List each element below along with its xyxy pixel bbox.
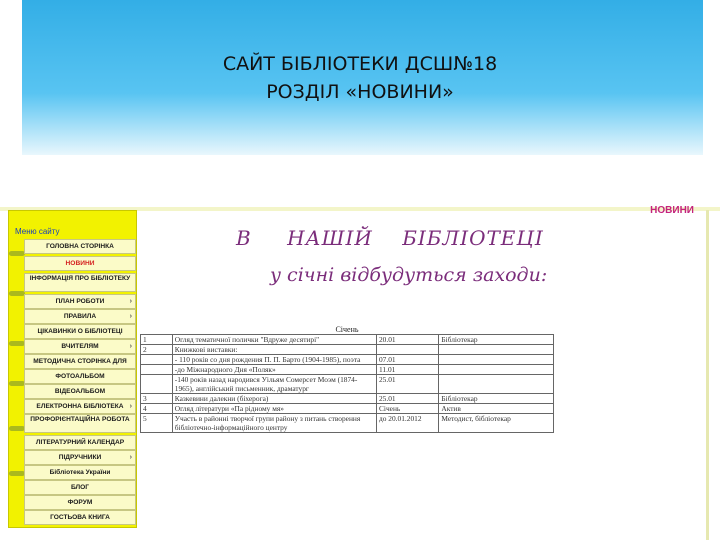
menu-item-forum[interactable] bbox=[24, 495, 136, 510]
menu-caption: Меню сайту bbox=[15, 227, 60, 236]
menu-item-label: БЛОГ bbox=[70, 484, 90, 491]
date-cell: 25.01 bbox=[376, 394, 438, 404]
table-row bbox=[141, 345, 554, 355]
menu-item-label: ФОТОАЛЬБОМ bbox=[55, 373, 105, 380]
table-row bbox=[141, 375, 554, 394]
date-cell: Січень bbox=[376, 404, 438, 414]
event-cell: Книжкові виставки: bbox=[172, 345, 376, 355]
responsible-cell: Актив bbox=[439, 404, 554, 414]
menu-item-career-guidance[interactable] bbox=[24, 414, 136, 433]
date-cell bbox=[376, 345, 438, 355]
responsible-cell bbox=[439, 345, 554, 355]
table-row bbox=[141, 404, 554, 414]
row-number: 5 bbox=[141, 414, 173, 433]
menu-item-video-album[interactable] bbox=[24, 384, 136, 399]
row-number bbox=[141, 365, 173, 375]
menu-item-methodical[interactable] bbox=[24, 354, 136, 369]
menu-item-e-library[interactable] bbox=[24, 399, 136, 414]
menu-item-library-info[interactable] bbox=[24, 273, 136, 292]
document-month: Січень bbox=[335, 325, 359, 334]
menu-item-photo-album[interactable] bbox=[24, 369, 136, 384]
menu-item-interesting[interactable] bbox=[24, 324, 136, 339]
table-row bbox=[141, 394, 554, 404]
event-cell: - 110 років со дня рождения П. П. Барто (1904-1985), поэта bbox=[172, 355, 376, 365]
menu-item-home[interactable] bbox=[24, 239, 136, 254]
announcement-heading bbox=[236, 226, 544, 250]
site-menu-sidebar bbox=[8, 210, 137, 528]
row-number bbox=[141, 375, 173, 394]
responsible-cell: Методист, бібліотекар bbox=[439, 414, 554, 433]
event-cell: -до Міжнародного Дня «Поляк» bbox=[172, 365, 376, 375]
table-row bbox=[141, 414, 554, 433]
menu-item-news[interactable] bbox=[24, 256, 136, 271]
row-number bbox=[141, 355, 173, 365]
menu-item-label: ПЛАН РОБОТИ bbox=[55, 298, 105, 305]
responsible-cell: Бібліотекар bbox=[439, 394, 554, 404]
chevron-right-icon: › bbox=[129, 454, 132, 461]
menu-item-label: ФОРУМ bbox=[67, 499, 93, 506]
date-cell: 25.01 bbox=[376, 375, 438, 394]
menu-item-teachers[interactable] bbox=[24, 339, 136, 354]
decor-stripe bbox=[9, 291, 25, 296]
menu-item-label: ЦІКАВИНКИ О БІБЛІОТЕЦІ bbox=[37, 328, 123, 335]
menu-item-label: ЛІТЕРАТУРНИЙ КАЛЕНДАР bbox=[35, 439, 125, 446]
responsible-cell bbox=[439, 355, 554, 365]
screenshot-right-border bbox=[706, 210, 709, 540]
menu-item-blog[interactable] bbox=[24, 480, 136, 495]
date-cell: до 20.01.2012 bbox=[376, 414, 438, 433]
heading-word: В bbox=[236, 226, 252, 250]
menu-item-label: МЕТОДИЧНА СТОРІНКА ДЛЯ bbox=[33, 358, 127, 365]
heading-word: БІБЛІОТЕЦІ bbox=[402, 226, 544, 250]
row-number: 4 bbox=[141, 404, 173, 414]
responsible-cell: Бібліотекар bbox=[439, 335, 554, 345]
menu-item-rules[interactable] bbox=[24, 309, 136, 324]
menu-item-label: ГОЛОВНА СТОРІНКА bbox=[46, 243, 114, 250]
decor-stripe bbox=[9, 471, 25, 476]
menu-item-label: ВІДЕОАЛЬБОМ bbox=[54, 388, 106, 395]
slide-title bbox=[0, 50, 720, 106]
menu-item-label: ГОСТЬОВА КНИГА bbox=[50, 514, 110, 521]
row-number: 2 bbox=[141, 345, 173, 355]
event-cell: Участь в районні творчої групи району з питань створення бібліотечно-інформаційного центру bbox=[172, 414, 376, 433]
event-cell: Огляд тематичної полички "Вдруже десятирі" bbox=[172, 335, 376, 345]
section-badge: НОВИНИ bbox=[650, 205, 694, 216]
event-cell: Казкевини далекни (біхерога) bbox=[172, 394, 376, 404]
chevron-right-icon: › bbox=[129, 298, 132, 305]
menu-item-work-plan[interactable] bbox=[24, 294, 136, 309]
table-row bbox=[141, 335, 554, 345]
menu-item-literary-calendar[interactable] bbox=[24, 435, 136, 450]
announcement-subheading: у січні відбудуться заходи: bbox=[270, 264, 548, 286]
chevron-right-icon: › bbox=[129, 313, 132, 320]
menu-item-label: ПРОФОРІЄНТАЦІЙНА РОБОТА bbox=[30, 416, 130, 423]
menu-item-libraries-ukraine[interactable] bbox=[24, 465, 136, 480]
decor-stripe bbox=[9, 381, 25, 386]
chevron-right-icon: › bbox=[129, 403, 132, 410]
title-line-1: САЙТ БІБЛІОТЕКИ ДСШ№18 bbox=[222, 53, 498, 75]
date-cell: 11.01 bbox=[376, 365, 438, 375]
responsible-cell bbox=[439, 365, 554, 375]
decor-stripe bbox=[9, 426, 25, 431]
menu-item-textbooks[interactable] bbox=[24, 450, 136, 465]
menu-item-label: ІНФОРМАЦІЯ ПРО БІБЛІОТЕКУ bbox=[29, 275, 131, 282]
menu-item-label: НОВИНИ bbox=[65, 260, 95, 267]
events-document bbox=[140, 320, 554, 526]
menu-item-label: ЕЛЕКТРОННА БІБЛІОТЕКА bbox=[36, 403, 124, 410]
row-number: 1 bbox=[141, 335, 173, 345]
menu-item-guestbook[interactable] bbox=[24, 510, 136, 525]
date-cell: 07.01 bbox=[376, 355, 438, 365]
menu-item-label: ВЧИТЕЛЯМ bbox=[61, 343, 99, 350]
date-cell: 20.01 bbox=[376, 335, 438, 345]
decor-stripe bbox=[9, 341, 25, 346]
menu-item-label: ПІДРУЧНИКИ bbox=[58, 454, 102, 461]
chevron-right-icon: › bbox=[129, 343, 132, 350]
menu-item-label: Бібліотека України bbox=[49, 469, 111, 476]
table-row bbox=[141, 365, 554, 375]
heading-word: НАШІЙ bbox=[287, 226, 373, 250]
decor-stripe bbox=[9, 251, 25, 256]
event-cell: Огляд літератури «Па рідному мя» bbox=[172, 404, 376, 414]
event-cell: -140 років назад народився Уільям Сомерсет Моэм (1874-1965), англійський письменник, драматург bbox=[172, 375, 376, 394]
menu-item-label: ПРАВИЛА bbox=[63, 313, 97, 320]
events-table bbox=[140, 334, 554, 433]
row-number: 3 bbox=[141, 394, 173, 404]
table-row bbox=[141, 355, 554, 365]
title-line-2: РОЗДІЛ «НОВИНИ» bbox=[266, 81, 454, 103]
responsible-cell bbox=[439, 375, 554, 394]
